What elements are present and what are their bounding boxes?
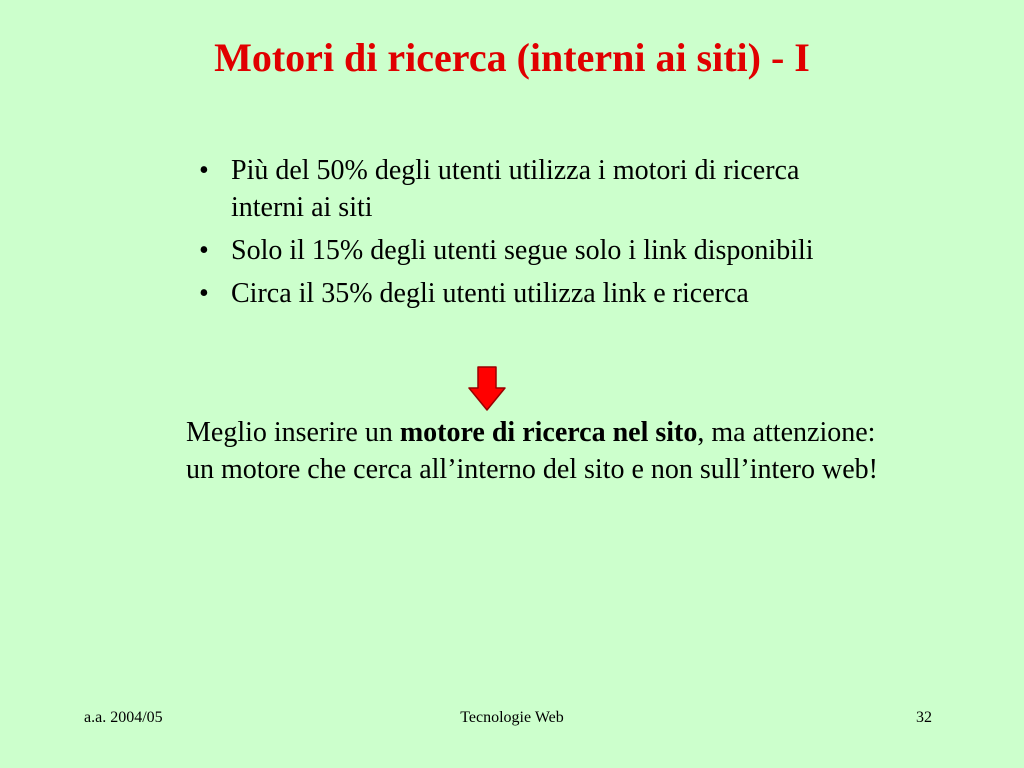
- bullet-item: [199, 152, 879, 226]
- bullet-text: Solo il 15% degli utenti segue solo i link disponibili: [231, 235, 814, 266]
- down-arrow-icon: [468, 366, 506, 411]
- bullet-dot-icon: •: [199, 155, 209, 186]
- footer-course-name: Tecnologie Web: [460, 709, 564, 726]
- bullet-text: Circa il 35% degli utenti utilizza link e ricerca: [231, 278, 749, 309]
- bullet-dot-icon: •: [199, 235, 209, 266]
- slide-title: Motori di ricerca (interni ai siti) - I: [214, 35, 810, 80]
- note-prefix: Meglio inserire un: [186, 417, 400, 448]
- conclusion-text: [186, 414, 886, 488]
- note-emphasis: motore di ricerca nel sito: [399, 417, 698, 448]
- footer-academic-year: a.a. 2004/05: [84, 709, 163, 726]
- bullet-text: Più del 50% degli utenti utilizza i motori di ricerca interni ai siti: [231, 155, 800, 223]
- note-suffix: , ma attenzione: un motore che cerca all’interno del sito e non sull’intero web!: [186, 417, 878, 485]
- bullet-list: [199, 152, 879, 318]
- bullet-item: [199, 275, 879, 312]
- footer-slide-number: 32: [916, 709, 932, 726]
- bullet-dot-icon: •: [199, 278, 209, 309]
- bullet-item: [199, 232, 879, 269]
